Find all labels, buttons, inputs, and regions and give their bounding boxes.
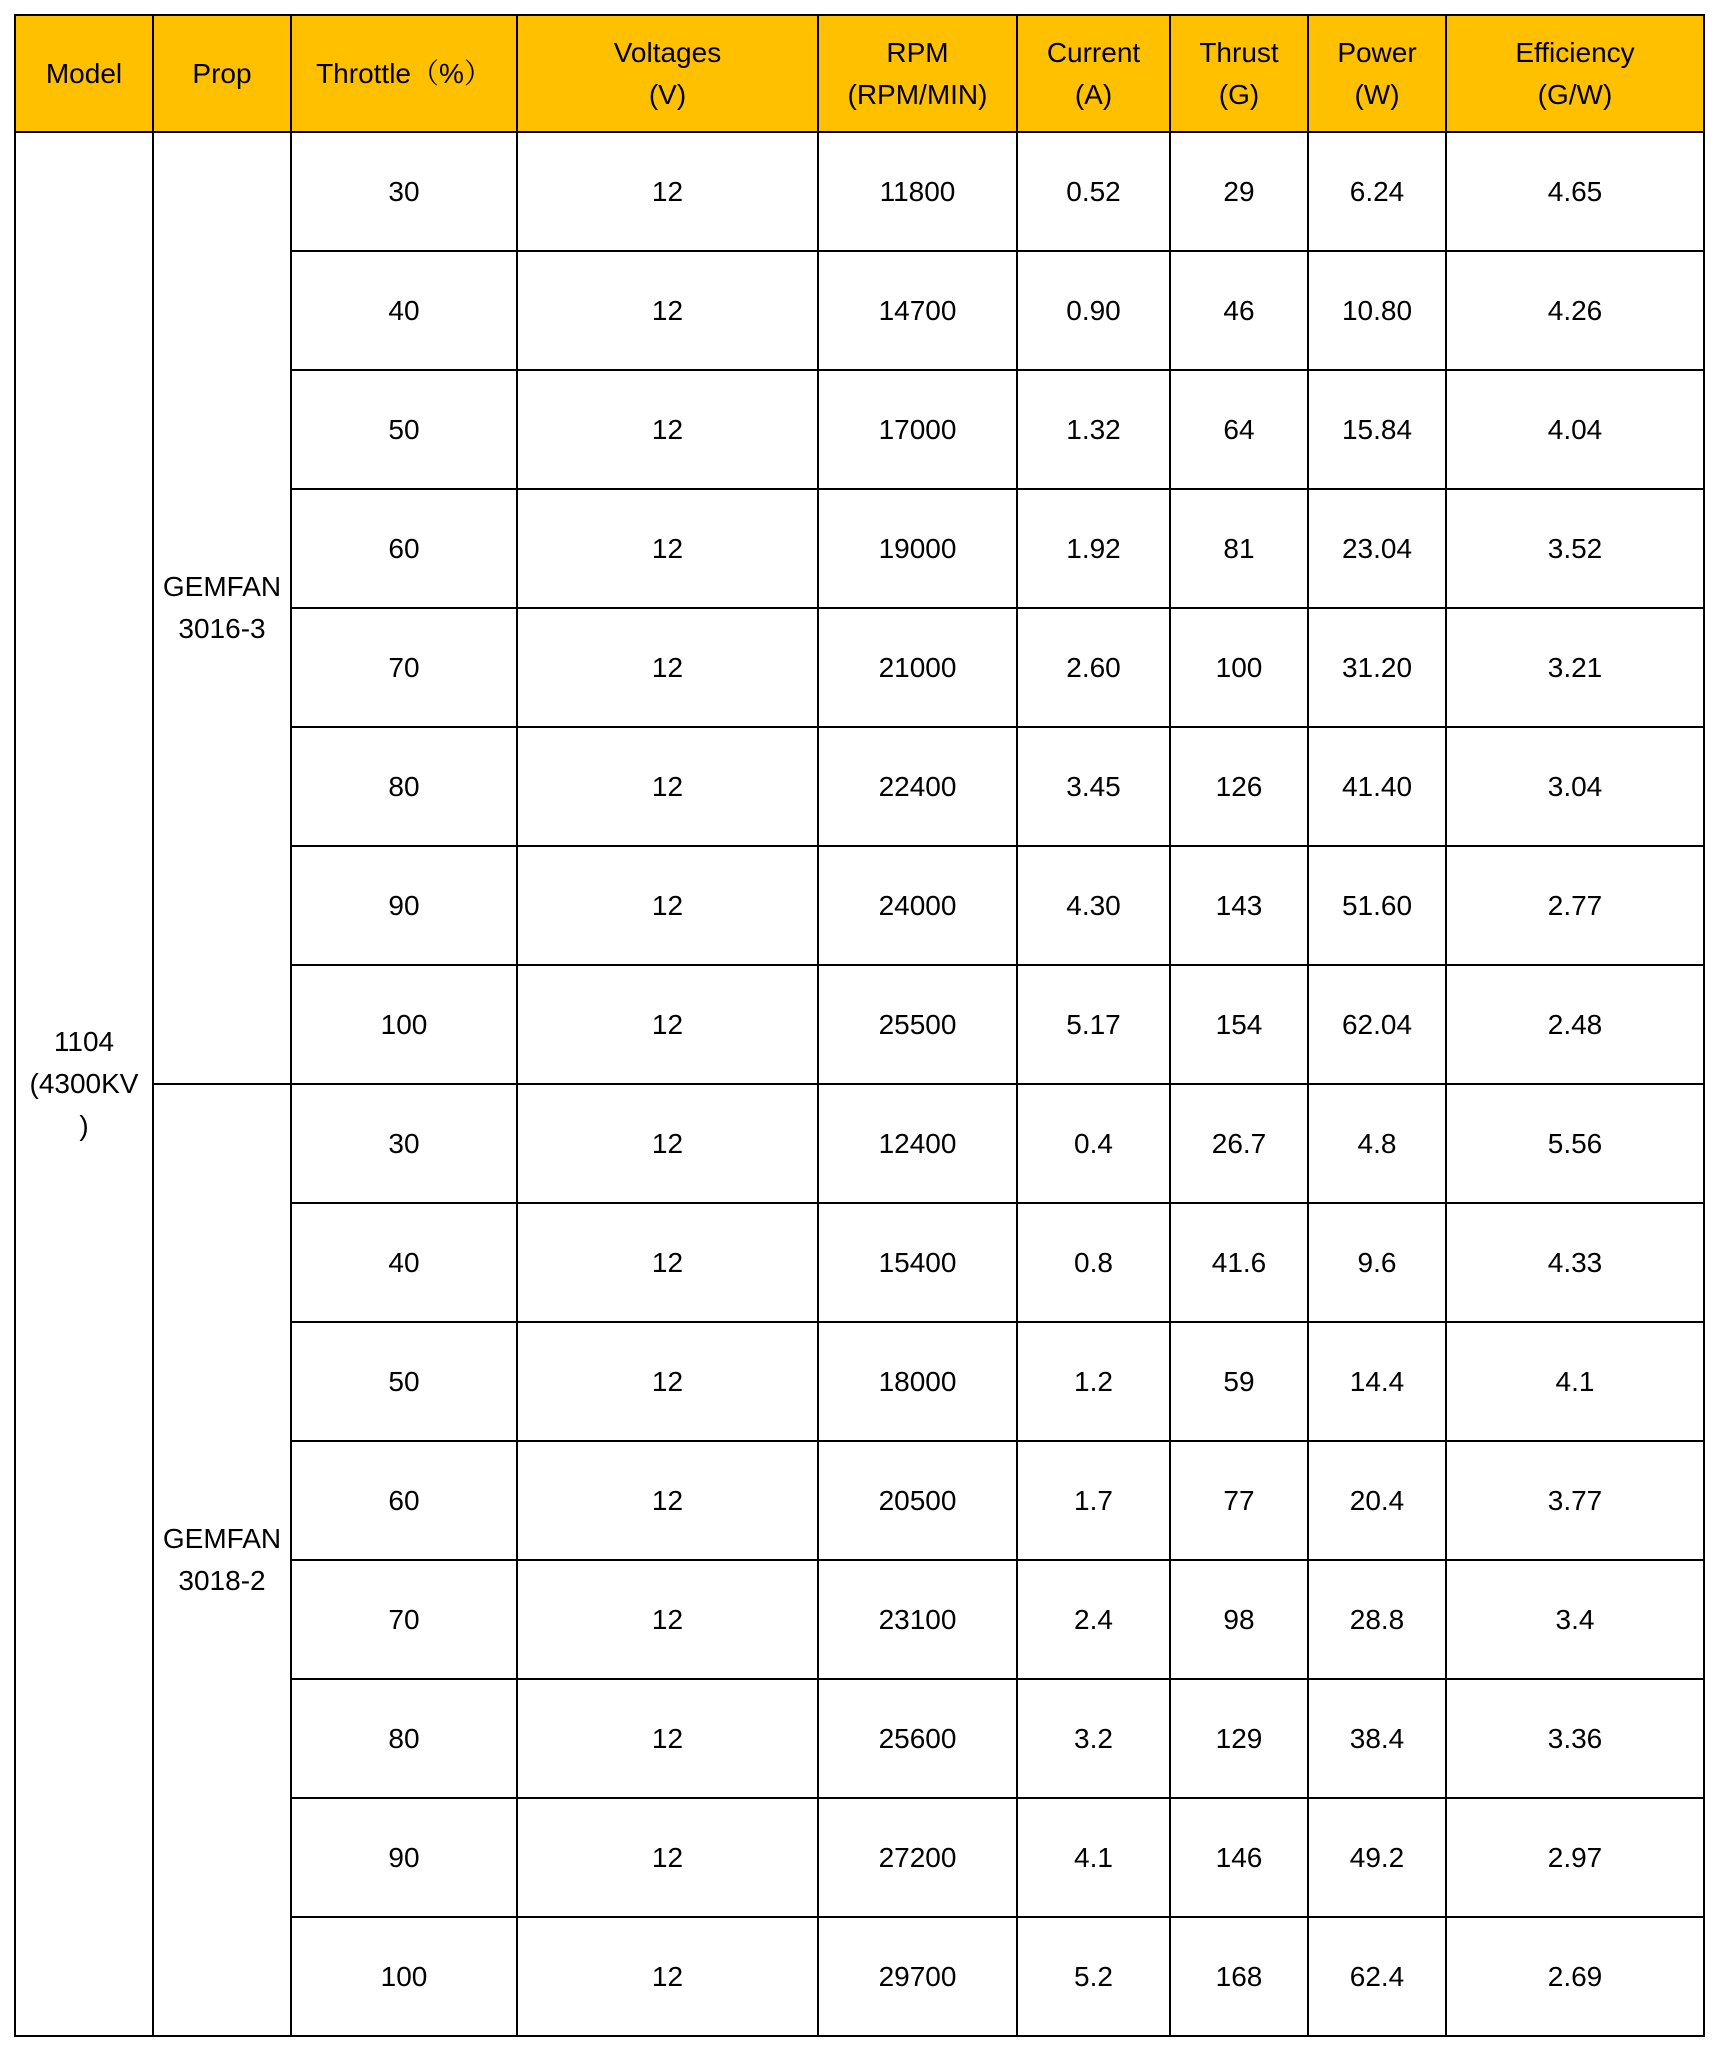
power-cell: 4.8: [1308, 1084, 1446, 1203]
voltage-cell: 12: [517, 846, 818, 965]
voltage-cell: 12: [517, 1203, 818, 1322]
header-label: Thrust: [1199, 36, 1279, 68]
current-cell: 5.2: [1017, 1917, 1170, 2036]
throttle-cell: 100: [291, 965, 517, 1084]
voltage-cell: 12: [517, 1679, 818, 1798]
prop-cell: [153, 132, 291, 1084]
voltage-cell: 12: [517, 1560, 818, 1679]
table-body: [15, 132, 1704, 2036]
current-cell: 0.4: [1017, 1084, 1170, 1203]
rpm-cell: 29700: [818, 1917, 1017, 2036]
power-cell: 41.40: [1308, 727, 1446, 846]
throttle-cell: 70: [291, 608, 517, 727]
model-kv-close: ): [79, 1110, 89, 1141]
header-label: Model: [45, 57, 123, 89]
thrust-cell: 77: [1170, 1441, 1308, 1560]
rpm-cell: 14700: [818, 251, 1017, 370]
throttle-cell: 90: [291, 846, 517, 965]
header-row: [15, 15, 1704, 132]
efficiency-cell: 4.65: [1446, 132, 1704, 251]
header-unit: (G/W): [1537, 78, 1613, 110]
header-cell: [15, 15, 153, 132]
current-cell: 1.7: [1017, 1441, 1170, 1560]
voltage-cell: 12: [517, 251, 818, 370]
header-cell: [1170, 15, 1308, 132]
header-cell: [1446, 15, 1704, 132]
power-cell: 28.8: [1308, 1560, 1446, 1679]
voltage-cell: 12: [517, 1917, 818, 2036]
throttle-cell: 70: [291, 1560, 517, 1679]
header-label: Efficiency: [1515, 36, 1635, 68]
prop-size: 3018-2: [178, 1565, 266, 1596]
thrust-cell: 98: [1170, 1560, 1308, 1679]
header-label: Throttle（%）: [316, 57, 492, 89]
header-cell: [818, 15, 1017, 132]
thrust-cell: 29: [1170, 132, 1308, 251]
current-cell: 0.90: [1017, 251, 1170, 370]
efficiency-cell: 2.48: [1446, 965, 1704, 1084]
efficiency-cell: 2.77: [1446, 846, 1704, 965]
voltage-cell: 12: [517, 370, 818, 489]
power-cell: 6.24: [1308, 132, 1446, 251]
model-name: 1104: [53, 1026, 115, 1057]
header-cell: [153, 15, 291, 132]
current-cell: 2.60: [1017, 608, 1170, 727]
rpm-cell: 11800: [818, 132, 1017, 251]
voltage-cell: 12: [517, 1084, 818, 1203]
header-label: Prop: [192, 57, 252, 89]
current-cell: 4.30: [1017, 846, 1170, 965]
rpm-cell: 15400: [818, 1203, 1017, 1322]
header-unit: (A): [1074, 78, 1113, 110]
power-cell: 31.20: [1308, 608, 1446, 727]
rpm-cell: 25500: [818, 965, 1017, 1084]
rpm-cell: 17000: [818, 370, 1017, 489]
rpm-cell: 23100: [818, 1560, 1017, 1679]
header-unit: (G): [1218, 78, 1260, 110]
thrust-cell: 100: [1170, 608, 1308, 727]
header-label: Voltages: [613, 36, 722, 68]
thrust-cell: 64: [1170, 370, 1308, 489]
voltage-cell: 12: [517, 965, 818, 1084]
current-cell: 1.2: [1017, 1322, 1170, 1441]
rpm-cell: 25600: [818, 1679, 1017, 1798]
rpm-cell: 12400: [818, 1084, 1017, 1203]
header-unit: (V): [648, 78, 687, 110]
thrust-cell: 126: [1170, 727, 1308, 846]
current-cell: 1.32: [1017, 370, 1170, 489]
voltage-cell: 12: [517, 1322, 818, 1441]
rpm-cell: 18000: [818, 1322, 1017, 1441]
motor-test-table-wrapper: [14, 14, 1705, 2037]
efficiency-cell: 3.04: [1446, 727, 1704, 846]
current-cell: 0.52: [1017, 132, 1170, 251]
thrust-cell: 46: [1170, 251, 1308, 370]
motor-test-table: [14, 14, 1705, 2037]
header-label: RPM: [886, 36, 949, 68]
efficiency-cell: 2.97: [1446, 1798, 1704, 1917]
throttle-cell: 100: [291, 1917, 517, 2036]
efficiency-cell: 4.26: [1446, 251, 1704, 370]
power-cell: 38.4: [1308, 1679, 1446, 1798]
voltage-cell: 12: [517, 727, 818, 846]
efficiency-cell: 2.69: [1446, 1917, 1704, 2036]
power-cell: 15.84: [1308, 370, 1446, 489]
prop-cell: [153, 1084, 291, 2036]
header-cell: [1308, 15, 1446, 132]
power-cell: 14.4: [1308, 1322, 1446, 1441]
thrust-cell: 154: [1170, 965, 1308, 1084]
power-cell: 20.4: [1308, 1441, 1446, 1560]
efficiency-cell: 3.21: [1446, 608, 1704, 727]
header-cell: [1017, 15, 1170, 132]
power-cell: 9.6: [1308, 1203, 1446, 1322]
rpm-cell: 20500: [818, 1441, 1017, 1560]
current-cell: 2.4: [1017, 1560, 1170, 1679]
model-kv: (4300KV: [29, 1068, 139, 1099]
thrust-cell: 143: [1170, 846, 1308, 965]
efficiency-cell: 3.77: [1446, 1441, 1704, 1560]
throttle-cell: 80: [291, 1679, 517, 1798]
power-cell: 49.2: [1308, 1798, 1446, 1917]
throttle-cell: 60: [291, 489, 517, 608]
table-header: [15, 15, 1704, 132]
thrust-cell: 129: [1170, 1679, 1308, 1798]
efficiency-cell: 4.33: [1446, 1203, 1704, 1322]
voltage-cell: 12: [517, 608, 818, 727]
thrust-cell: 146: [1170, 1798, 1308, 1917]
efficiency-cell: 3.36: [1446, 1679, 1704, 1798]
header-unit: (RPM/MIN): [847, 78, 988, 110]
throttle-cell: 50: [291, 1322, 517, 1441]
throttle-cell: 60: [291, 1441, 517, 1560]
efficiency-cell: 4.04: [1446, 370, 1704, 489]
efficiency-cell: 4.1: [1446, 1322, 1704, 1441]
table-row: [15, 1084, 1704, 1203]
power-cell: 23.04: [1308, 489, 1446, 608]
current-cell: 3.45: [1017, 727, 1170, 846]
thrust-cell: 81: [1170, 489, 1308, 608]
efficiency-cell: 3.52: [1446, 489, 1704, 608]
power-cell: 10.80: [1308, 251, 1446, 370]
voltage-cell: 12: [517, 1441, 818, 1560]
current-cell: 0.8: [1017, 1203, 1170, 1322]
rpm-cell: 24000: [818, 846, 1017, 965]
current-cell: 1.92: [1017, 489, 1170, 608]
power-cell: 62.4: [1308, 1917, 1446, 2036]
header-cell: [291, 15, 517, 132]
prop-brand: GEMFAN: [162, 1523, 282, 1554]
prop-size: 3016-3: [178, 613, 266, 644]
current-cell: 4.1: [1017, 1798, 1170, 1917]
prop-brand: GEMFAN: [162, 571, 282, 602]
throttle-cell: 30: [291, 1084, 517, 1203]
throttle-cell: 80: [291, 727, 517, 846]
throttle-cell: 90: [291, 1798, 517, 1917]
thrust-cell: 59: [1170, 1322, 1308, 1441]
table-row: [15, 132, 1704, 251]
power-cell: 62.04: [1308, 965, 1446, 1084]
rpm-cell: 22400: [818, 727, 1017, 846]
efficiency-cell: 5.56: [1446, 1084, 1704, 1203]
rpm-cell: 21000: [818, 608, 1017, 727]
power-cell: 51.60: [1308, 846, 1446, 965]
throttle-cell: 50: [291, 370, 517, 489]
efficiency-cell: 3.4: [1446, 1560, 1704, 1679]
header-label: Power: [1337, 36, 1417, 68]
thrust-cell: 41.6: [1170, 1203, 1308, 1322]
rpm-cell: 19000: [818, 489, 1017, 608]
throttle-cell: 40: [291, 251, 517, 370]
voltage-cell: 12: [517, 1798, 818, 1917]
current-cell: 3.2: [1017, 1679, 1170, 1798]
header-label: Current: [1046, 36, 1141, 68]
voltage-cell: 12: [517, 489, 818, 608]
throttle-cell: 40: [291, 1203, 517, 1322]
voltage-cell: 12: [517, 132, 818, 251]
model-cell: [15, 132, 153, 2036]
rpm-cell: 27200: [818, 1798, 1017, 1917]
throttle-cell: 30: [291, 132, 517, 251]
thrust-cell: 26.7: [1170, 1084, 1308, 1203]
header-unit: (W): [1354, 78, 1400, 110]
current-cell: 5.17: [1017, 965, 1170, 1084]
thrust-cell: 168: [1170, 1917, 1308, 2036]
header-cell: [517, 15, 818, 132]
